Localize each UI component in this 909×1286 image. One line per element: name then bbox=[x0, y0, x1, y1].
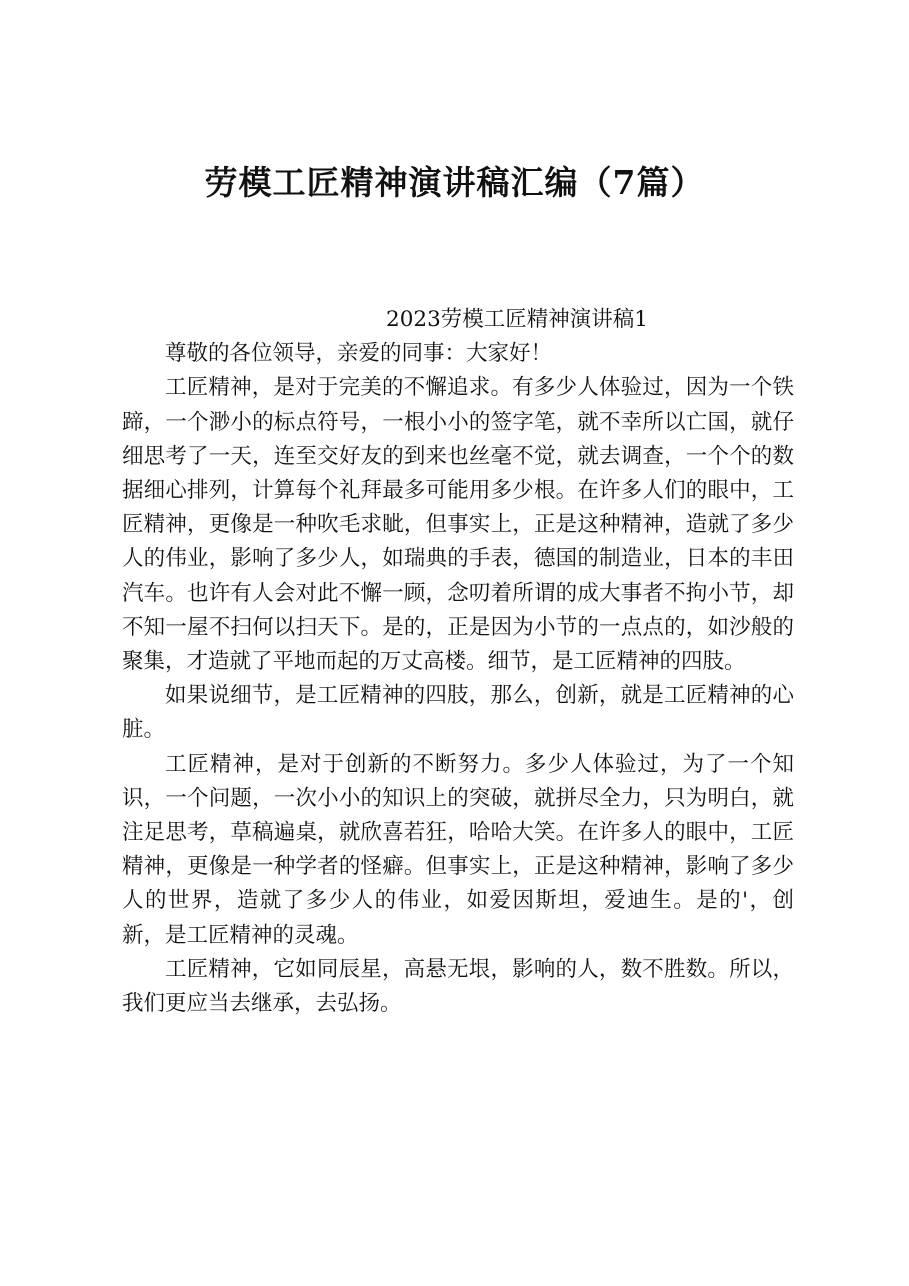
paragraph-transition: 如果说细节，是工匠精神的四肢，那么，创新，就是工匠精神的心脏。 bbox=[122, 683, 794, 743]
paragraph-conclusion: 工匠精神，它如同辰星，高悬无垠，影响的人，数不胜数。所以，我们更应当去继承，去弘扬。 bbox=[122, 956, 794, 1017]
paragraph-innovation: 工匠精神，是对于创新的不断努力。多少人体验过，为了一个知识，一个问题，一次小小的知识上的突破，就拼尽全力，只为明白，就注足思考，草稿遍桌，就欣喜若狂，哈哈大笑。在许多人的眼中，工匠精神，更像是一种学者的怪癖。但事实上，正是这种精神，影响了多少人的世界，造就了多少人的伟业，如爱因斯坦，爱迪生。是的'，创新，是工匠精神的灵魂。 bbox=[122, 751, 794, 948]
paragraph-detail: 工匠精神，是对于完美的不懈追求。有多少人体验过，因为一个铁蹄，一个渺小的标点符号，一根小小的签字笔，就不幸所以亡国，就仔细思考了一天，连至交好友的到来也丝毫不觉，就去调查，一个个的数据细心排列，计算每个礼拜最多可能用多少根。在许多人们的眼中，工匠精神，更像是一种吹毛求眦，但事实上，正是这种精神，造就了多少人的伟业，影响了多少人，如瑞典的手表，德国的制造业，日本的丰田汽车。也许有人会对此不懈一顾，念叨着所谓的成大事者不拘小节，却不知一屋不扫何以扫天下。是的，正是因为小节的一点点的，如沙般的聚集，才造就了平地而起的万丈高楼。细节，是工匠精神的四肢。 bbox=[122, 375, 794, 675]
section-subtitle: 2023劳模工匠精神演讲稿1 bbox=[386, 307, 648, 332]
paragraph-greeting: 尊敬的各位领导，亲爱的同事：大家好！ bbox=[165, 341, 553, 367]
document-title: 劳模工匠精神演讲稿汇编（7篇） bbox=[204, 163, 705, 202]
document-body bbox=[122, 303, 794, 1021]
